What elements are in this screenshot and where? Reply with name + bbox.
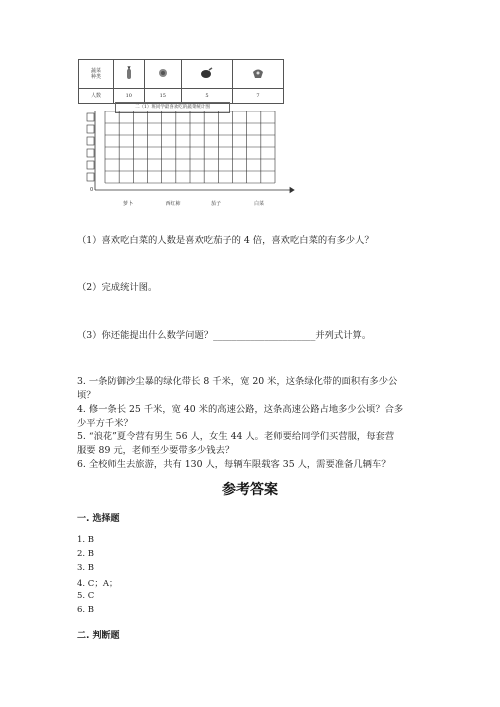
count-cell: 7 <box>232 89 283 104</box>
problem-5-line-2: 服要 89 元，老师至少要带多少钱去？ <box>77 445 235 456</box>
chart-grid <box>105 111 275 183</box>
table-header-count: 人数 <box>79 89 114 104</box>
y-value-blank-box[interactable] <box>87 137 94 145</box>
header-line-2: 种类 <box>90 74 101 80</box>
answer-item: 5. C <box>77 591 95 601</box>
x-category-labels <box>123 200 264 207</box>
vegetable-table <box>78 59 284 104</box>
y-axis-blank-boxes <box>87 113 94 181</box>
problem-4-line-2: 少平方千米？ <box>77 418 133 429</box>
cabbage-icon <box>158 68 168 78</box>
x-label: 茄子 <box>210 201 222 207</box>
y-value-blank-box[interactable] <box>87 173 94 181</box>
eggplant-cell <box>181 60 232 89</box>
y-value-blank-box[interactable] <box>87 113 94 121</box>
eggplant-icon <box>200 67 214 79</box>
pepper-cell <box>232 60 283 89</box>
answer-item: 4. C；A； <box>77 579 118 589</box>
cabbage-cell <box>144 60 181 89</box>
count-cell: 10 <box>114 89 145 104</box>
problem-3-line-1: 3. 一条防御沙尘暴的绿化带长 8 千米，宽 20 米，这条绿化带的面积有多少公 <box>77 376 398 387</box>
problem-5-line-1: 5. “浪花”夏令营有男生 56 人，女生 44 人。老师要给同学们买营服，每套营 <box>77 431 395 442</box>
question-2: （2）完成统计图。 <box>77 282 158 293</box>
question-3: （3）你还能提出什么数学问题？______________________并列式计算。 <box>77 330 372 341</box>
chart-title: 二（1）班同学最喜欢吃的蔬菜统计图 <box>115 102 230 113</box>
answer-item: 6. B <box>77 605 95 615</box>
radish-icon <box>125 66 133 80</box>
problem-3-line-2: 顷？ <box>77 390 96 401</box>
x-label: 西红柿 <box>165 201 181 207</box>
x-label: 萝卜 <box>122 201 134 207</box>
statistics-grid-chart <box>85 111 295 211</box>
problem-6: 6. 全校师生去旅游，共有 130 人，每辆车限载客 35 人，需要准备几辆车？ <box>77 459 391 470</box>
table-header-vegetable-type <box>79 60 114 89</box>
origin-label: 0 <box>90 187 94 193</box>
answer-item: 2. B <box>77 549 95 559</box>
answer-item: 1. B <box>77 535 95 545</box>
section-choice-heading: 一. 选择题 <box>77 514 120 524</box>
radish-cell <box>114 60 145 89</box>
section-judge-heading: 二. 判断题 <box>77 631 120 641</box>
answers-title: 参考答案 <box>222 482 278 498</box>
header-line-1: 蔬菜 <box>90 68 101 74</box>
pepper-icon <box>251 67 265 79</box>
y-value-blank-box[interactable] <box>87 161 94 169</box>
question-1: （1）喜欢吃白菜的人数是喜欢吃茄子的 4 倍，喜欢吃白菜的有多少人？ <box>77 235 374 246</box>
count-cell: 15 <box>144 89 181 104</box>
answer-item: 3. B <box>77 563 95 573</box>
x-label: 白菜 <box>253 201 265 207</box>
count-cell: 5 <box>181 89 232 104</box>
y-value-blank-box[interactable] <box>87 149 94 157</box>
problem-4-line-1: 4. 修一条长 25 千米，宽 40 米的高速公路，这条高速公路占地多少公顷？合多 <box>77 404 404 415</box>
x-axis-arrow <box>290 188 294 193</box>
y-value-blank-box[interactable] <box>87 125 94 133</box>
